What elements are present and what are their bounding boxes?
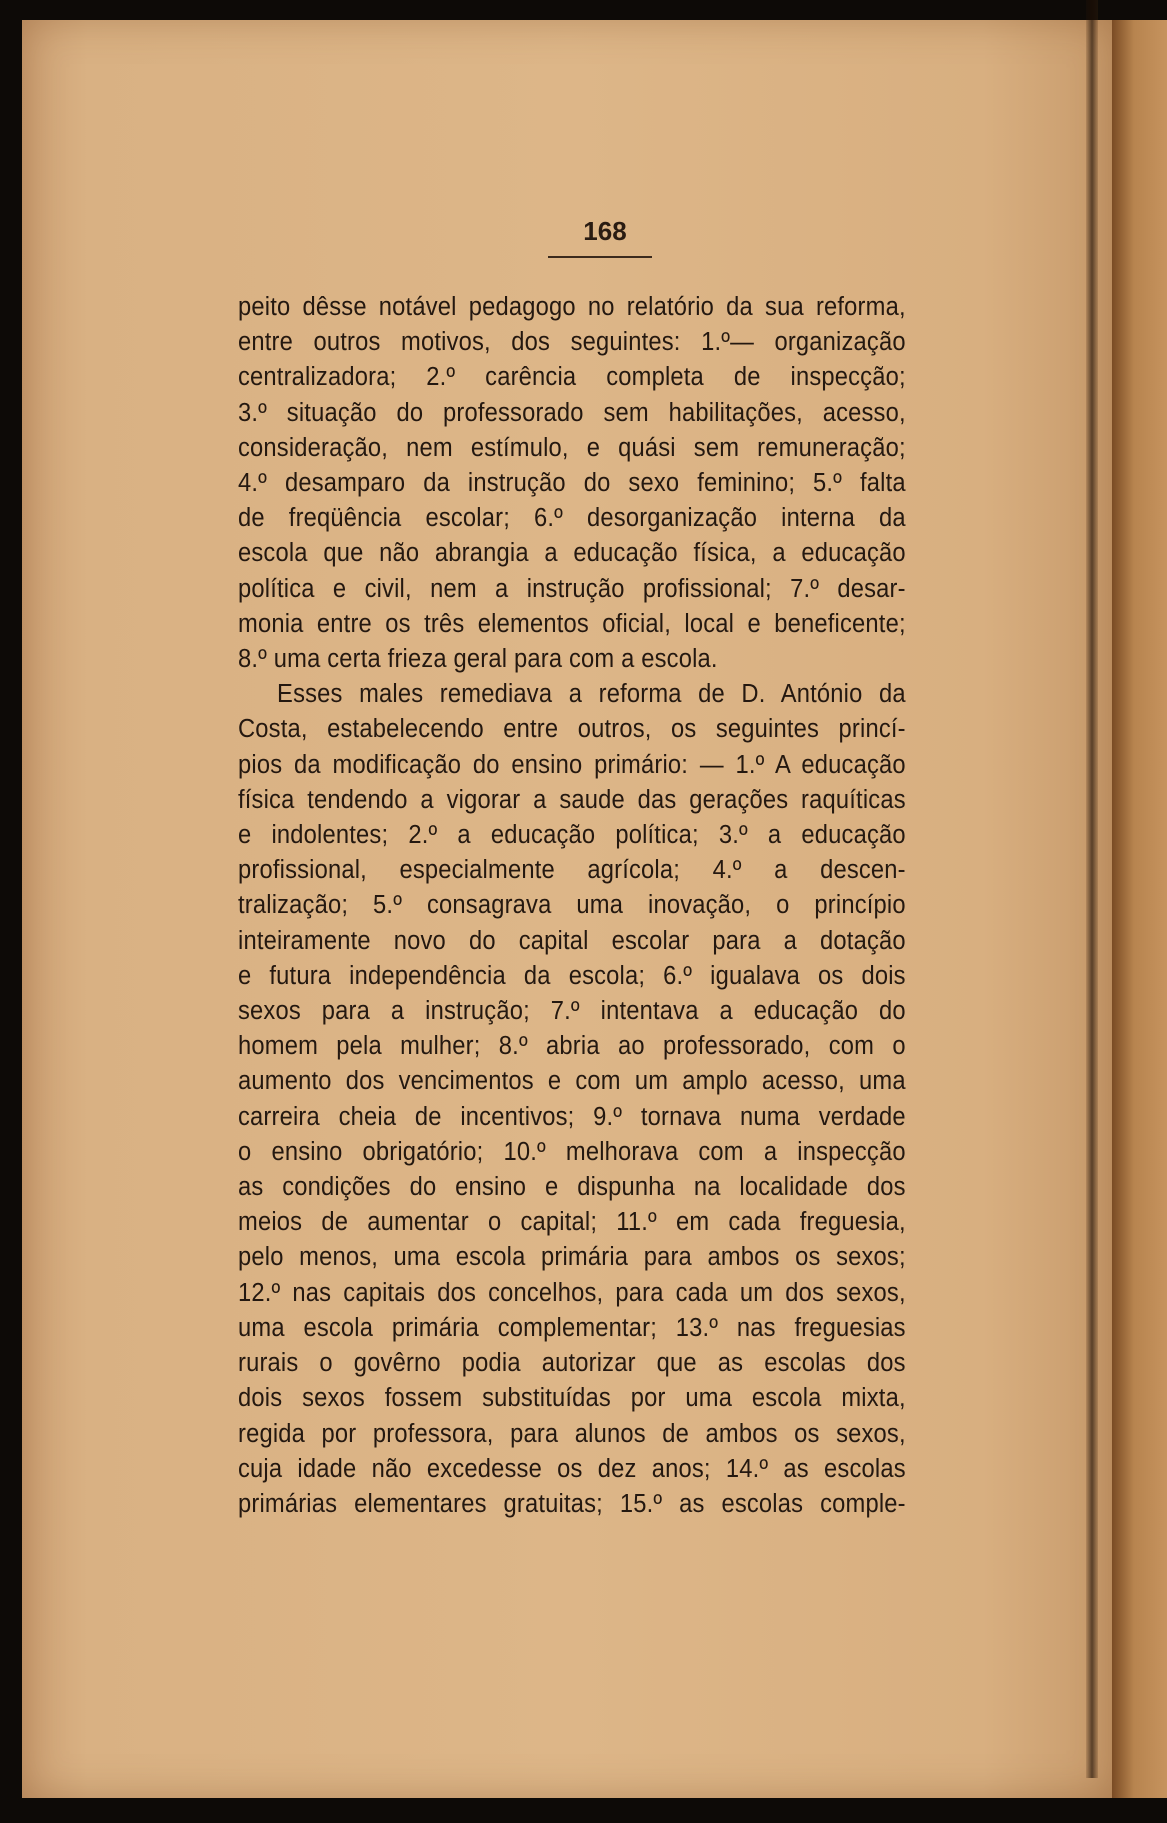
body-text	[238, 290, 906, 1522]
text-line: primárias elementares gratuitas; 15.º as escolas comple-	[238, 1489, 906, 1518]
text-line: carreira cheia de incentivos; 9.º tornava numa verdade	[238, 1102, 906, 1131]
text-line: 4.º desamparo da instrução do sexo feminino; 5.º falta	[238, 469, 906, 498]
text-line: peito dêsse notável pedagogo no relatório da sua reforma,	[238, 293, 906, 321]
text-line: entre outros motivos, dos seguintes: 1.º— organização	[238, 328, 906, 357]
text-line: homem pela mulher; 8.º abria ao professorado, com o	[238, 1032, 906, 1061]
text-line: 3.º situação do professorado sem habilitações, acesso,	[238, 398, 906, 427]
text-line: rurais o govêrno podia autorizar que as escolas dos	[238, 1349, 906, 1378]
text-line: monia entre os três elementos oficial, local e beneficente;	[238, 609, 906, 638]
paragraph-end-line: 8.º uma certa frieza geral para com a escola.	[238, 645, 718, 674]
text-line: tralização; 5.º consagrava uma inovação, o princípio	[238, 891, 906, 920]
page-number: 168	[583, 216, 627, 246]
text-line: regida por professora, para alunos de ambos os sexos,	[238, 1419, 906, 1448]
adjacent-page-edge	[1112, 20, 1167, 1798]
paragraph-start-line: Esses males remediava a reforma de D. António da	[277, 680, 906, 709]
text-line: centralizadora; 2.º carência completa de inspecção;	[238, 363, 906, 392]
text-line: 12.º nas capitais dos concelhos, para cada um dos sexos,	[238, 1278, 906, 1307]
text-line: pios da modificação do ensino primário: — 1.º A educação	[238, 750, 906, 779]
text-line: consideração, nem estímulo, e quási sem remuneração;	[238, 433, 906, 462]
text-line: sexos para a instrução; 7.º intentava a educação do	[238, 997, 906, 1026]
text-line: aumento dos vencimentos e com um amplo acesso, uma	[238, 1067, 906, 1096]
text-line: Costa, estabelecendo entre outros, os seguintes princí-	[238, 715, 906, 744]
text-line: física tendendo a vigorar a saude das gerações raquíticas	[238, 785, 906, 814]
text-line: o ensino obrigatório; 10.º melhorava com a inspecção	[238, 1137, 906, 1166]
page-gutter	[1086, 0, 1098, 1778]
text-line: e futura independência da escola; 6.º igualava os dois	[238, 961, 906, 990]
text-line: escola que não abrangia a educação física, a educação	[238, 539, 906, 568]
text-line: meios de aumentar o capital; 11.º em cada freguesia,	[238, 1208, 906, 1237]
text-line: política e civil, nem a instrução profissional; 7.º desar-	[238, 574, 906, 603]
text-line: cuja idade não excedesse os dez anos; 14.º as escolas	[238, 1454, 906, 1483]
text-line: pelo menos, uma escola primária para ambos os sexos;	[238, 1243, 906, 1272]
text-line: dois sexos fossem substituídas por uma escola mixta,	[238, 1384, 906, 1413]
page-number-underline	[548, 256, 652, 258]
text-line: profissional, especialmente agrícola; 4.º a descen-	[238, 856, 906, 885]
text-line: as condições do ensino e dispunha na localidade dos	[238, 1173, 906, 1202]
text-line: e indolentes; 2.º a educação política; 3.º a educação	[238, 821, 906, 850]
text-line: uma escola primária complementar; 13.º nas freguesias	[238, 1313, 906, 1342]
text-line: inteiramente novo do capital escolar para a dotação	[238, 926, 906, 955]
text-line: de freqüência escolar; 6.º desorganização interna da	[238, 504, 906, 533]
